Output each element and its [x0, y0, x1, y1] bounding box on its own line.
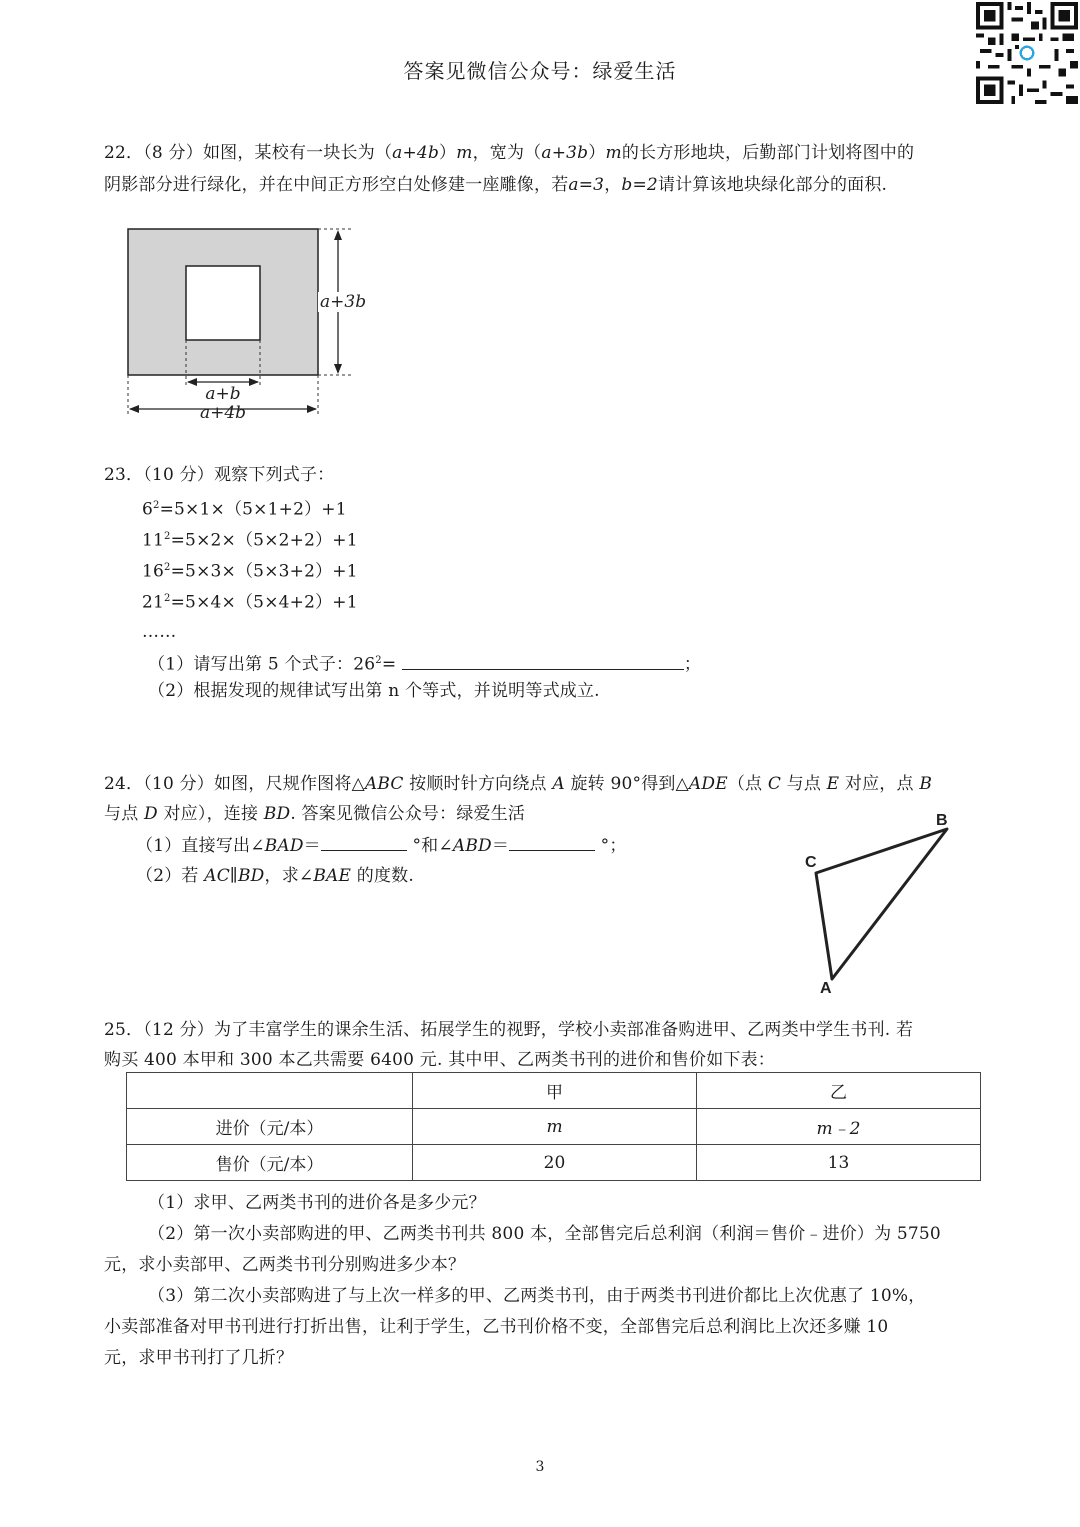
- q25-part-2-line-2: 元，求小卖部甲、乙两类书刊分别购进多少本？: [104, 1255, 466, 1275]
- answer-blank[interactable]: [402, 653, 684, 670]
- q23-title: 23．（10 分）观察下列式子：: [104, 465, 335, 485]
- q22-figure: [118, 222, 378, 427]
- triangle-abc: [816, 829, 947, 979]
- q24-triangle-figure: [795, 805, 965, 1000]
- q24-part-1: （1）直接写出∠BAD＝ °和∠ABD＝ °；: [136, 836, 627, 856]
- q25-part-3-line-1: （3）第二次小卖部购进了与上次一样多的甲、乙两类书刊，由于两类书刊进价都比上次优惠了 10%，: [148, 1286, 926, 1306]
- q23-formula-3: $16^2=5\times 3\times(5\times 3+2)+1$: [142, 561, 358, 582]
- center-square: [186, 266, 260, 340]
- q25-part-3-line-2: 小卖部准备对甲书刊进行打折出售，让利于学生，乙书刊价格不变，全部售完后总利润比上次还多赚 10: [104, 1317, 889, 1337]
- q22-line-1: 22．（8 分）如图，某校有一块长为（a+4b）m，宽为（a+3b）m的长方形地块，后勤部门计划将图中的: [104, 143, 915, 163]
- table-cell: 售价（元/本）: [127, 1145, 413, 1181]
- table-cell: 13: [697, 1145, 981, 1181]
- table-row: [127, 1145, 981, 1181]
- table-row: [127, 1109, 981, 1145]
- q23-formula-2: $11^2=5\times 2\times(5\times 2+2)+1$: [142, 530, 358, 551]
- table-cell: 进价（元/本）: [127, 1109, 413, 1145]
- table-cell: [127, 1073, 413, 1109]
- q23-formula-1: $6^2=5\times 1\times(5\times 1+2)+1$: [142, 499, 347, 520]
- q23-ellipsis: ……: [142, 622, 177, 642]
- q23-part-1: （1）请写出第 5 个式子：$26^2=$ ；: [148, 654, 702, 675]
- q25-part-3-line-3: 元，求甲书刊打了几折？: [104, 1348, 294, 1368]
- label-inner-width: a+b: [205, 384, 241, 404]
- qr-code-icon: [975, 2, 1079, 104]
- table-cell: m: [413, 1109, 697, 1145]
- table-cell: 乙: [697, 1073, 981, 1109]
- q22-line-2: 阴影部分进行绿化，并在中间正方形空白处修建一座雕像，若a=3，b=2请计算该地块绿化部分的面积.: [104, 175, 888, 195]
- page-number: 3: [535, 1459, 545, 1475]
- table-cell: m﹣2: [697, 1109, 981, 1145]
- table-cell: 20: [413, 1145, 697, 1181]
- vertex-label-b: B: [936, 812, 948, 829]
- q23-formula-4: $21^2=5\times 4\times(5\times 4+2)+1$: [142, 592, 358, 613]
- q23-part-2: （2）根据发现的规律试写出第 n 个等式，并说明等式成立.: [148, 681, 600, 701]
- q25-part-1: （1）求甲、乙两类书刊的进价各是多少元？: [148, 1193, 486, 1213]
- q25-line-2: 购买 400 本甲和 300 本乙共需要 6400 元. 其中甲、乙两类书刊的进价和售价如下表：: [104, 1050, 775, 1070]
- page-header: 答案见微信公众号：绿爱生活: [403, 59, 677, 83]
- vertex-label-a: A: [820, 980, 832, 997]
- vertex-label-c: C: [805, 854, 817, 871]
- price-table: [126, 1072, 981, 1181]
- answer-blank[interactable]: [509, 834, 595, 851]
- q24-line-2: 与点 D 对应），连接 BD. 答案见微信公众号：绿爱生活: [104, 804, 526, 824]
- table-cell: 甲: [413, 1073, 697, 1109]
- q25-line-1: 25．（12 分）为了丰富学生的课余生活、拓展学生的视野，学校小卖部准备购进甲、乙两类中学生书刊. 若: [104, 1020, 914, 1040]
- table-header-row: [127, 1073, 981, 1109]
- label-height: a+3b: [320, 292, 367, 312]
- answer-blank[interactable]: [321, 834, 407, 851]
- label-total-width: a+4b: [199, 403, 247, 423]
- q24-part-2: （2）若 AC∥BD，求∠BAE 的度数.: [136, 866, 414, 886]
- q25-part-2-line-1: （2）第一次小卖部购进的甲、乙两类书刊共 800 本，全部售完后总利润（利润＝售价﹣进价）为 5750: [148, 1224, 941, 1244]
- q24-line-1: 24．（10 分）如图，尺规作图将△ABC 按顺时针方向绕点 A 旋转 90°得到△ADE（点 C 与点 E 对应，点 B: [104, 774, 933, 794]
